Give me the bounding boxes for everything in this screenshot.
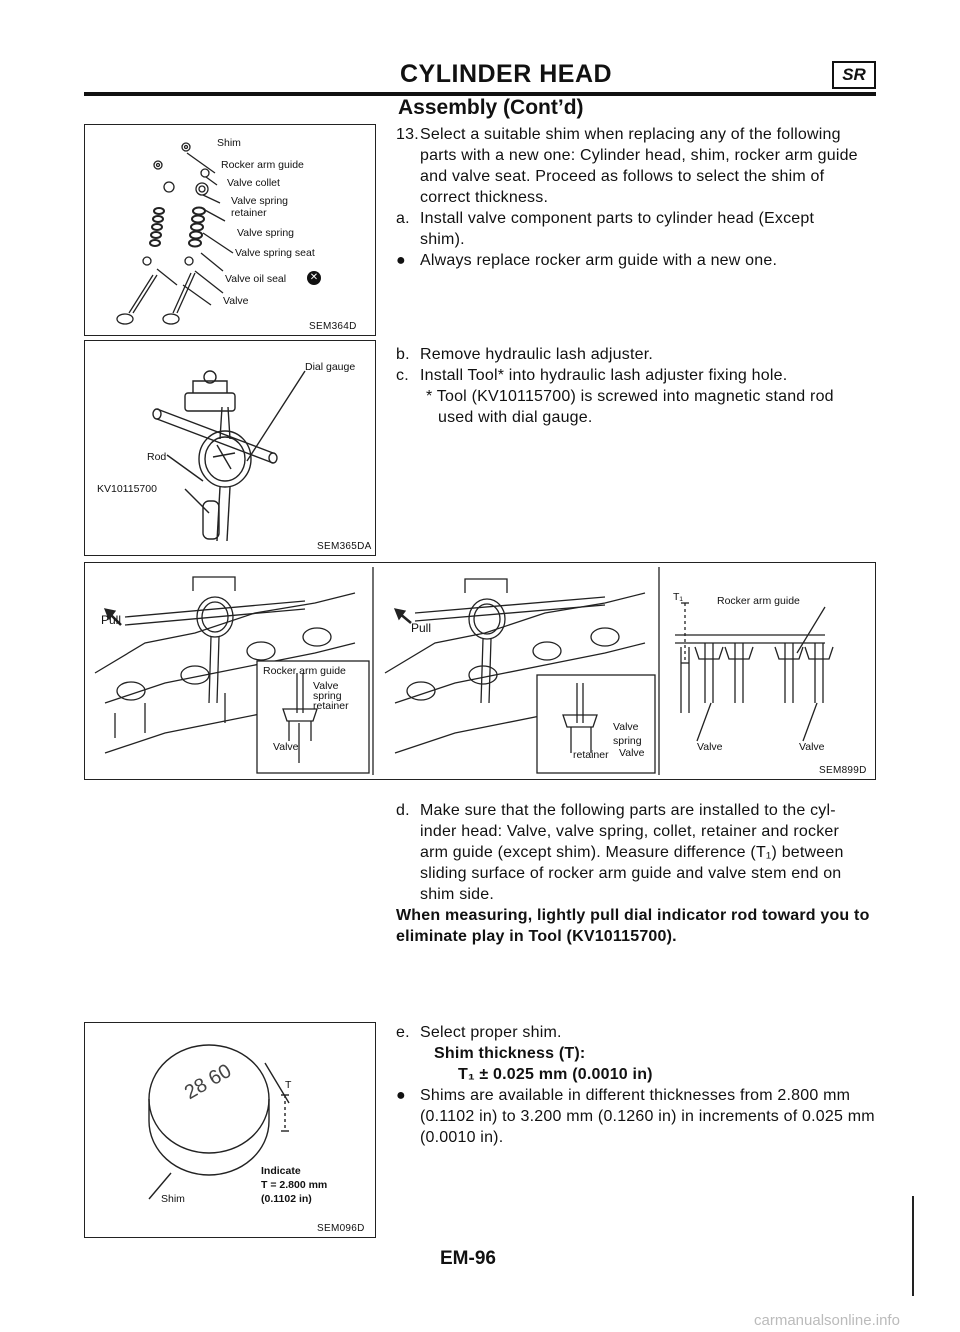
label-tool-number: KV10115700 — [97, 483, 157, 495]
shim-thickness-mark: 28 60 — [180, 1059, 236, 1105]
label-valve-collet: Valve collet — [227, 177, 280, 189]
text-line: inder head: Valve, valve spring, collet, retainer and rocker — [420, 823, 840, 840]
label-valve: Valve — [697, 741, 723, 753]
shim-thickness-heading: Shim thickness (T): — [434, 1045, 586, 1062]
step-13-block — [396, 124, 896, 271]
label-thickness-mm: T = 2.800 mm — [261, 1179, 328, 1191]
label-valve: Valve — [799, 741, 825, 753]
figure-dial-gauge — [84, 340, 376, 556]
figure-code: SEM364D — [309, 321, 357, 332]
label-t1: T₁ — [673, 591, 683, 603]
dial-gauge-drawing — [85, 341, 375, 555]
label-retainer: Valve — [619, 747, 645, 759]
label-rod: Rod — [147, 451, 167, 463]
label-valve-spring-retainer: Valve spring retainer — [313, 680, 349, 712]
label-valve-spring-seat: Valve spring seat — [235, 247, 315, 259]
label-valve: Valve — [613, 721, 639, 733]
text-line: shim). — [420, 231, 465, 248]
label-pull: Pull — [411, 621, 432, 635]
figure-code: SEM899D — [819, 765, 867, 776]
step-marker: a. — [396, 210, 410, 227]
label-valve-oil-seal: Valve oil seal — [225, 273, 287, 285]
text-line: Remove hydraulic lash adjuster. — [420, 346, 653, 363]
label-rocker-arm-guide: Rocker arm guide — [717, 595, 800, 607]
text-line: parts with a new one: Cylinder head, shim, rocker arm guide — [420, 147, 858, 164]
label-t: T — [285, 1079, 292, 1091]
label-shim: Shim — [217, 137, 241, 149]
label-valve: Valve — [273, 741, 299, 753]
label-valve: Valve — [223, 295, 249, 307]
text-line: Install valve component parts to cylinder head (Except — [420, 210, 815, 227]
text-line: Install Tool* into hydraulic lash adjuster fixing hole. — [420, 367, 788, 384]
text-line: and valve seat. Proceed as follows to select the shim of — [420, 168, 825, 185]
label-spring: spring — [613, 735, 642, 747]
text-line: Select a suitable shim when replacing any of the following — [420, 126, 841, 143]
figure-measurement — [84, 562, 876, 780]
shim-formula: T₁ ± 0.025 mm (0.0010 in) — [458, 1066, 653, 1083]
page-subtitle: Assembly (Cont’d) — [398, 96, 584, 119]
label-thickness-in: (0.1102 in) — [261, 1193, 312, 1205]
text-line: (0.1102 in) to 3.200 mm (0.1260 in) in increments of 0.025 mm — [420, 1108, 875, 1125]
step-bc-block — [396, 344, 896, 428]
figure-code: SEM365DA — [317, 541, 372, 552]
page-number: EM-96 — [440, 1248, 496, 1269]
label-valve-spring: Valve spring — [237, 227, 295, 239]
label-indicate: Indicate — [261, 1165, 301, 1177]
warning-line: When measuring, lightly pull dial indicator rod toward you to — [396, 907, 870, 924]
step-e-block — [396, 1022, 896, 1148]
text-line: arm guide (except shim). Measure difference (T₁) between — [420, 844, 844, 861]
warning-line: eliminate play in Tool (KV10115700). — [396, 928, 677, 945]
note-line: used with dial gauge. — [438, 409, 593, 426]
label-rocker-arm-guide: Rocker arm guide — [221, 159, 304, 171]
bullet-marker: ● — [396, 1087, 406, 1104]
watermark: carmanualsonline.info — [754, 1312, 900, 1329]
label-valve: retainer — [573, 749, 609, 761]
text-line: Select proper shim. — [420, 1024, 562, 1041]
figure-shim — [84, 1022, 376, 1238]
text-line: (0.0010 in). — [420, 1129, 504, 1146]
bullet-marker: ● — [396, 252, 406, 269]
figure-valve-components — [84, 124, 376, 336]
margin-rule — [912, 1196, 914, 1296]
label-retainer: retainer — [231, 207, 267, 219]
label-valve-spring-retainer: Valve spring — [231, 195, 289, 207]
replace-part-icon: ✕ — [307, 271, 321, 285]
text-line: correct thickness. — [420, 189, 549, 206]
text-line: sliding surface of rocker arm guide and valve stem end on — [420, 865, 842, 882]
figure-code: SEM096D — [317, 1223, 365, 1234]
step-marker: b. — [396, 346, 410, 363]
step-number: 13. — [396, 126, 419, 143]
label-shim: Shim — [161, 1193, 185, 1205]
shim-drawing — [85, 1023, 375, 1237]
step-marker: c. — [396, 367, 409, 384]
text-line: Make sure that the following parts are installed to the cyl- — [420, 802, 836, 819]
label-dial-gauge: Dial gauge — [305, 361, 356, 373]
label-pull: Pull — [101, 613, 122, 627]
text-line: Always replace rocker arm guide with a new one. — [420, 252, 778, 269]
section-badge: SR — [832, 61, 876, 89]
page-title: CYLINDER HEAD — [400, 60, 613, 88]
text-line: Shims are available in different thicknesses from 2.800 mm — [420, 1087, 851, 1104]
text-line: shim side. — [420, 886, 495, 903]
step-d-block — [396, 800, 896, 947]
label-rocker-arm-guide: Rocker arm guide — [263, 665, 346, 677]
step-marker: d. — [396, 802, 410, 819]
step-marker: e. — [396, 1024, 410, 1041]
note-line: * Tool (KV10115700) is screwed into magnetic stand rod — [426, 388, 834, 405]
